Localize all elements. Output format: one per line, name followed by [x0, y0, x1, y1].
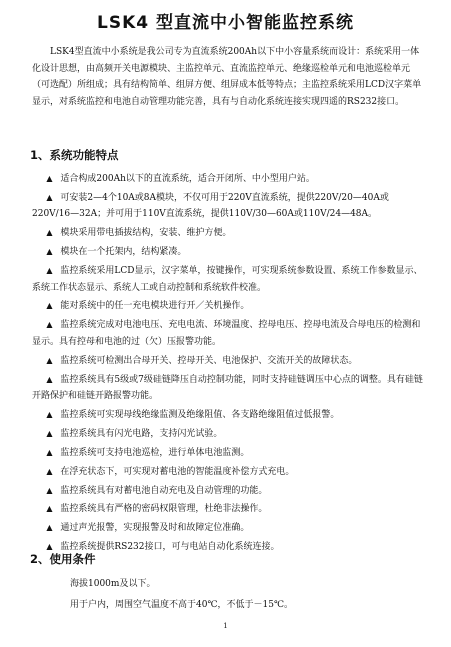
feature-item-text: 模块采用带电插拔结构，安装、维护方便。: [60, 228, 232, 239]
triangle-bullet-icon: ▲: [46, 374, 53, 384]
feature-item: [32, 190, 424, 223]
feature-item: [32, 445, 424, 462]
document-title: LSK4 型直流中小智能监控系统: [97, 13, 354, 33]
feature-item: [32, 372, 424, 405]
triangle-bullet-icon: ▲: [46, 301, 53, 311]
condition-line-temperature: 用于户内，周围空气温度不高于40℃，不低于－15℃。: [70, 600, 294, 610]
feature-item-text: 监控系统完成对电池电压、充电电流、环境温度、控母电压、控母电流及合母电压的检测和显示。具有控母和电池的过（欠）压报警功能。: [32, 320, 421, 347]
feature-item-text: 模块在一个托架内，结构紧凑。: [60, 247, 187, 258]
feature-item-text: 在浮充状态下，可实现对蓄电池的智能温度补偿方式充电。: [60, 466, 295, 477]
feature-item: [32, 520, 424, 537]
condition-line-altitude: 海拔1000m及以下。: [70, 579, 156, 589]
triangle-bullet-icon: ▲: [46, 174, 53, 183]
feature-item: [32, 317, 424, 350]
feature-item: [32, 263, 424, 296]
triangle-bullet-icon: ▲: [46, 447, 53, 457]
triangle-bullet-icon: ▲: [46, 410, 53, 420]
triangle-bullet-icon: ▲: [46, 428, 53, 438]
triangle-bullet-icon: ▲: [46, 355, 53, 365]
feature-item: [32, 407, 424, 424]
triangle-bullet-icon: ▲: [46, 542, 53, 552]
feature-item: [32, 353, 424, 370]
feature-item-text: 能对系统中的任一充电模块进行开／关机操作。: [60, 301, 250, 312]
feature-item-text: 监控系统具有闪光电路，支持闪光试验。: [60, 428, 223, 439]
triangle-bullet-icon: ▲: [46, 466, 53, 476]
feature-item-text: 监控系统可实现母线绝缘监测及绝缘阻值、各支路绝缘阻值过低报警。: [60, 410, 340, 421]
feature-item: [32, 464, 424, 481]
page-number: 1: [223, 622, 228, 630]
feature-item-text: 适合构成200Ah以下的直流系统，适合开闭所、中小型用户站。: [60, 174, 315, 184]
feature-list: [32, 171, 424, 558]
feature-item-text: 可安装2—4个10A或8A模块，不仅可用于220V直流系统，提供220V/20—40A或220V/16—32A；并可用于110V直流系统，提供110V/30—60A或110V/24—48A。: [32, 192, 389, 220]
feature-item-text: 监控系统具有严格的密码权限管理，杜绝非法操作。: [60, 504, 268, 515]
feature-item: [32, 426, 424, 443]
feature-item-text: 监控系统提供RS232接口，可与电站自动化系统连接。: [60, 542, 280, 553]
feature-item: [32, 501, 424, 518]
section-heading-conditions: 2、使用条件: [30, 552, 96, 566]
triangle-bullet-icon: ▲: [46, 504, 53, 514]
triangle-bullet-icon: ▲: [46, 320, 53, 330]
feature-item: [32, 225, 424, 242]
feature-item: [32, 171, 424, 188]
feature-item-text: 监控系统可支持电池巡检，进行单体电池监测。: [60, 447, 250, 458]
feature-item-text: 通过声光报警，实现报警及时和故障定位准确。: [60, 523, 250, 534]
feature-item-text: 监控系统具有对蓄电池自动充电及自动管理的功能。: [60, 485, 268, 496]
intro-paragraph: LSK4型直流中小系统是我公司专为直流系统200Ah以下中小容量系统而设计：系统采用一体化设计思想，由高频开关电源模块、主监控单元、直流监控单元、绝缘巡检单元和电池巡检单元（可选配）所组成；具有结构简单、组屏方便、组屏成本低等特点；主监控系统采用LCD汉字菜单显示，对系统监控和电池自动管理功能完善，具有与自动化系统连接实现四遥的RS232接口。: [32, 47, 422, 107]
triangle-bullet-icon: ▲: [46, 485, 53, 495]
feature-item: [32, 244, 424, 261]
section-heading-features: 1、系统功能特点: [30, 148, 119, 162]
triangle-bullet-icon: ▲: [46, 247, 53, 257]
feature-item: [32, 298, 424, 315]
triangle-bullet-icon: ▲: [46, 523, 53, 533]
triangle-bullet-icon: ▲: [46, 266, 53, 276]
feature-item-text: 监控系统采用LCD显示，汉字菜单，按键操作，可实现系统参数设置、系统工作参数显示、系统工作状态显示、系统人工或自动控制和系统软件校准。: [32, 266, 423, 293]
triangle-bullet-icon: ▲: [46, 192, 53, 202]
feature-item-text: 监控系统具有5级或7级硅链降压自动控制功能，同时支持硅链调压中心点的调整。具有硅链开路保护和硅链开路报警功能。: [32, 374, 423, 402]
feature-item-text: 监控系统可检测出合母开关、控母开关、电池保护、交流开关的故障状态。: [60, 355, 358, 366]
triangle-bullet-icon: ▲: [46, 228, 53, 238]
feature-item: [32, 483, 424, 500]
